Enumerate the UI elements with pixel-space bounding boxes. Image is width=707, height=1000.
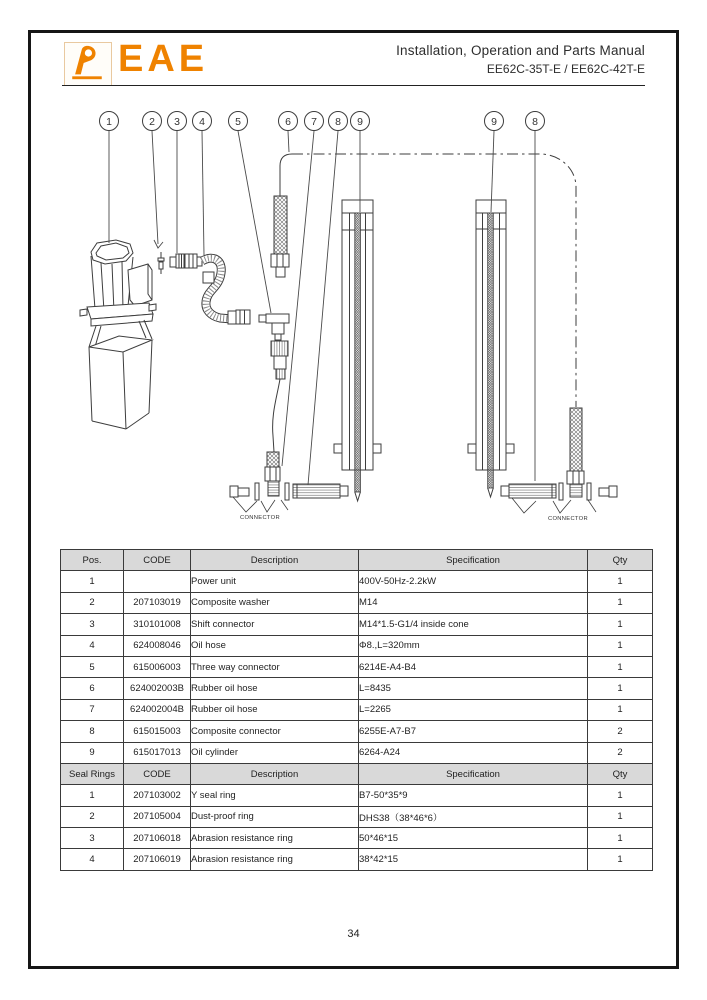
cell-qty: 2 (588, 721, 653, 742)
connector-label-left: CONNECTOR (240, 515, 280, 521)
cell-pos: 5 (61, 656, 124, 677)
cell-qty: 1 (588, 571, 653, 592)
cell-qty: 1 (588, 699, 653, 720)
cell-specification: 400V-50Hz-2.2kW (359, 571, 588, 592)
hose6-curve (280, 154, 292, 196)
callout-3 (168, 112, 187, 131)
parts-table (60, 549, 653, 871)
cell-qty: 1 (588, 806, 653, 827)
left-oil-cylinder (334, 200, 381, 501)
cell-specification: 6255E-A7-B7 (359, 721, 588, 742)
cell-description: Three way connector (191, 656, 359, 677)
cell-code: 207106019 (124, 849, 191, 870)
manual-title: Installation, Operation and Parts Manual (396, 43, 645, 58)
cell-code: 624002004B (124, 699, 191, 720)
oil-hose-4 (202, 258, 250, 324)
table-row (61, 699, 653, 720)
cell-pos: 2 (61, 806, 124, 827)
cell-pos: 9 (61, 742, 124, 763)
cell-qty: 1 (588, 849, 653, 870)
callout-7 (305, 112, 324, 131)
table-row (61, 614, 653, 635)
left-connector-assembly (230, 452, 348, 521)
cell-description: Shift connector (191, 614, 359, 635)
right-oil-cylinder (468, 200, 514, 497)
cell-pos: 4 (61, 635, 124, 656)
cell-description: Power unit (191, 571, 359, 592)
cell-code: 615017013 (124, 742, 191, 763)
cell-pos: 4 (61, 849, 124, 870)
cell-pos: 8 (61, 721, 124, 742)
cell-code: 207103019 (124, 592, 191, 613)
table-row (61, 849, 653, 870)
cell-pos: 2 (61, 592, 124, 613)
cell-specification: 6214E-A4-B4 (359, 656, 588, 677)
cell-qty: 1 (588, 614, 653, 635)
cell-description: Abrasion resistance ring (191, 828, 359, 849)
callout-8-right (526, 112, 545, 131)
callout-1 (100, 112, 119, 131)
cell-description: Oil hose (191, 635, 359, 656)
cell-qty: 1 (588, 785, 653, 806)
cell-code: 207105004 (124, 806, 191, 827)
svg-text:8: 8 (532, 115, 538, 128)
hose7-route (273, 379, 280, 452)
cell-code: 624008046 (124, 635, 191, 656)
cell-code: 310101008 (124, 614, 191, 635)
cell-pos: 1 (61, 785, 124, 806)
table-row (61, 785, 653, 806)
svg-text:9: 9 (357, 115, 363, 128)
cell-code: 207106018 (124, 828, 191, 849)
cell-description: Composite connector (191, 721, 359, 742)
cell-specification: 6264-A24 (359, 742, 588, 763)
cell-pos: 6 (61, 678, 124, 699)
callout-4 (193, 112, 212, 131)
connector-label-right: CONNECTOR (548, 516, 588, 522)
cell-specification: 50*46*15 (359, 828, 588, 849)
cell-qty: 2 (588, 742, 653, 763)
composite-connector-stack (271, 341, 288, 379)
cell-description: Rubber oil hose (191, 699, 359, 720)
leader-lines (109, 131, 535, 485)
col-header-specification: Specification (359, 763, 588, 784)
callout-9-right (485, 112, 504, 131)
svg-text:2: 2 (149, 115, 155, 128)
cell-specification: L=8435 (359, 678, 588, 699)
cell-code: 624002003B (124, 678, 191, 699)
col-header-qty: Qty (588, 550, 653, 571)
cell-qty: 1 (588, 592, 653, 613)
cell-pos: 3 (61, 614, 124, 635)
cell-pos: 7 (61, 699, 124, 720)
cell-specification: M14 (359, 592, 588, 613)
callout-balloons (100, 112, 545, 131)
cell-qty: 1 (588, 828, 653, 849)
col-header-pos: Pos. (61, 550, 124, 571)
col-header-code: CODE (124, 763, 191, 784)
power-unit (80, 240, 156, 429)
cell-specification: L=2265 (359, 699, 588, 720)
table-row (61, 635, 653, 656)
col-header-specification: Specification (359, 550, 588, 571)
page-number: 34 (347, 928, 360, 940)
parts-header-row (61, 550, 653, 571)
cell-pos: 1 (61, 571, 124, 592)
col-header-code: CODE (124, 550, 191, 571)
svg-text:7: 7 (311, 115, 317, 128)
cell-specification: DHS38（38*46*6） (359, 806, 588, 827)
cell-specification: 38*42*15 (359, 849, 588, 870)
cell-description: Composite washer (191, 592, 359, 613)
seal-rings-header-row (61, 763, 653, 784)
svg-text:8: 8 (335, 115, 341, 128)
table-row (61, 721, 653, 742)
cell-pos: 3 (61, 828, 124, 849)
cell-description: Oil cylinder (191, 742, 359, 763)
cell-description: Abrasion resistance ring (191, 849, 359, 870)
callout-5 (229, 112, 248, 131)
table-row (61, 571, 653, 592)
cell-qty: 1 (588, 678, 653, 699)
hose-centerline (292, 154, 576, 407)
svg-text:4: 4 (199, 115, 205, 128)
table-row (61, 656, 653, 677)
table-row (61, 592, 653, 613)
svg-text:6: 6 (285, 115, 291, 128)
table-row (61, 678, 653, 699)
right-connector-assembly (501, 408, 617, 522)
svg-text:3: 3 (174, 115, 180, 128)
eae-logo-text: EAE (118, 38, 209, 80)
model-numbers: EE62C-35T-E / EE62C-42T-E (486, 62, 645, 76)
svg-text:5: 5 (235, 115, 241, 128)
callout-2 (143, 112, 162, 131)
washer-and-fittings (158, 252, 202, 274)
col-header-qty: Qty (588, 763, 653, 784)
cell-specification: M14*1.5-G1/4 inside cone (359, 614, 588, 635)
cell-description: Rubber oil hose (191, 678, 359, 699)
cell-qty: 1 (588, 656, 653, 677)
table-row (61, 806, 653, 827)
cell-description: Dust-proof ring (191, 806, 359, 827)
callout-6 (279, 112, 298, 131)
cell-qty: 1 (588, 635, 653, 656)
three-way-connector (259, 314, 289, 340)
col-header-description: Description (191, 550, 359, 571)
cell-code: 615006003 (124, 656, 191, 677)
col-header-description: Description (191, 763, 359, 784)
cell-code: 615015003 (124, 721, 191, 742)
cell-specification: B7-50*35*9 (359, 785, 588, 806)
cell-code: 207103002 (124, 785, 191, 806)
rubber-hose-6 (271, 196, 289, 277)
svg-text:1: 1 (106, 115, 112, 128)
cell-specification: Φ8.,L=320mm (359, 635, 588, 656)
svg-text:9: 9 (491, 115, 497, 128)
cell-code (124, 571, 191, 592)
cell-description: Y seal ring (191, 785, 359, 806)
table-row (61, 742, 653, 763)
callout-9 (351, 112, 370, 131)
table-row (61, 828, 653, 849)
col-header-seal-rings: Seal Rings (61, 763, 124, 784)
callout-8 (329, 112, 348, 131)
